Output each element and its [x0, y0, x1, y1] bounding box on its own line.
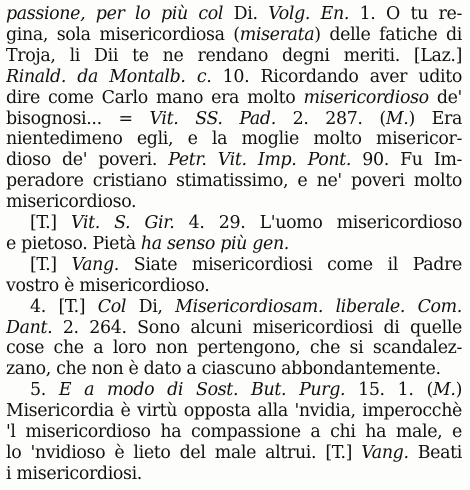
text-run: 10. Ricordando aver udito — [222, 66, 462, 87]
italic-text: passione, per lo più col — [6, 4, 234, 24]
text-run: e pietoso. Pietà — [6, 233, 141, 254]
text-run: ) Era — [408, 108, 462, 129]
text-run: ) delle fatiche di — [314, 24, 462, 45]
text-run: de' — [428, 87, 462, 108]
text-run: 2. 287. ( — [292, 108, 386, 129]
text-run: Di. — [233, 4, 269, 24]
text-run: Misericordia è virtù opposta alla 'nvidia, imperocchè — [6, 401, 462, 422]
text-run: i misericordiosi. — [6, 463, 142, 484]
text-run: zano, che non è dato a ciascuno abbondantemente. — [6, 359, 441, 380]
text-run: nientedimeno egli, e la moglie molto misericor- — [6, 129, 462, 150]
text-line — [6, 462, 462, 486]
italic-text: Vit. S. Gir. — [70, 213, 189, 233]
text-run: 'l misericordioso ha compassione a chi ha male, e — [6, 422, 462, 442]
text-run: misericordioso. — [6, 192, 137, 213]
text-run: gina, sola misericordiosa ( — [6, 24, 240, 45]
text-run: Di, — [138, 296, 176, 317]
text-run: peradore cristiano stimatissimo, e ne' poveri molto — [6, 171, 462, 192]
italic-text: Col — [97, 296, 139, 317]
text-run: Siate misericordiosi come il Padre — [133, 254, 462, 275]
text-run: 5. — [30, 380, 59, 401]
text-run: 15. 1. ( — [358, 380, 433, 401]
text-run: 90. Fu Im- — [362, 150, 462, 171]
text-run: 2. 264. Sono alcuni misericordiosi di quelle — [62, 317, 462, 338]
italic-text: M. — [385, 108, 409, 129]
text-run: ) — [455, 380, 462, 401]
italic-text: Petr. Vit. Imp. Pont. — [168, 150, 363, 171]
italic-text: M. — [432, 380, 456, 401]
text-run: Beati — [417, 442, 462, 463]
text-run: bisognosi... = — [6, 108, 150, 129]
text-run: 1. O tu re- — [359, 4, 462, 24]
text-run: [T.] — [30, 254, 72, 275]
text-run: vostro è misericordioso. — [6, 275, 210, 296]
text-run: dioso de' poveri. — [6, 150, 169, 171]
italic-text: Dant. — [6, 317, 63, 338]
italic-text: misericordioso — [303, 87, 429, 108]
italic-text: Misericordiosam. liberale. Com. — [175, 296, 462, 317]
text-run: 4. [T.] — [30, 296, 98, 317]
text-run: lo 'nvidioso è lieto del male altrui. [T.] — [6, 442, 362, 463]
italic-text: Rinald. da Montalb. c. — [6, 66, 223, 87]
italic-text: Volg. En. — [268, 4, 360, 24]
text-run: cose che a loro non pertengono, che si scandalez- — [6, 338, 462, 359]
text-run: [T.] — [30, 213, 71, 233]
italic-text: miserata — [239, 24, 315, 45]
italic-text: E a modo di Sost. But. Purg. — [58, 380, 359, 401]
italic-text: Vang. — [71, 254, 134, 275]
italic-text: Vit. SS. Pad. — [149, 108, 293, 129]
italic-text: ha senso più gen. — [140, 233, 289, 254]
text-run: Troja, li Dii te ne rendano degni meriti. [Laz.] — [6, 45, 462, 66]
text-run: 4. 29. L'uomo misericordioso — [188, 213, 462, 233]
italic-text: Vang. — [361, 442, 418, 463]
text-run: dire come Carlo mano era molto — [6, 87, 304, 108]
